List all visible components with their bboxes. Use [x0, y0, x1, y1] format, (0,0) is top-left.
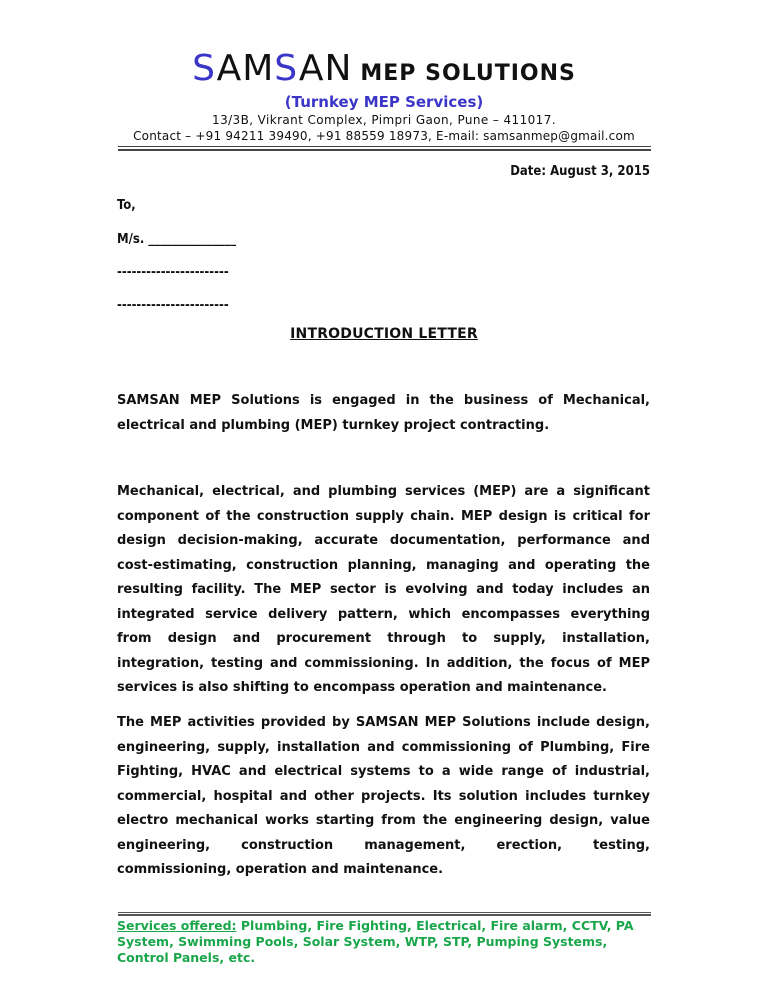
- company-brand: [0, 48, 768, 89]
- company-contact: Contact – +91 94211 39490, +91 88559 18973, E-mail: samsanmep@gmail.com: [133, 129, 635, 143]
- letter-title: INTRODUCTION LETTER: [290, 326, 478, 342]
- body-paragraph: Mechanical, electrical, and plumbing services (MEP) are a significant component of the construction supply chain. MEP design is critical for design decision-making, accurate documentation, performance and cost-estimating, construction planning, managing and operating the resulting facility. The MEP sector is evolving and today includes an integrated service delivery pattern, which encompasses everything from design and procurement through to supply, installation, integration, testing and commissioning. In addition, the focus of MEP services is also shifting to encompass operation and maintenance.: [117, 484, 650, 695]
- address-blank-line: -----------------------: [117, 265, 229, 280]
- letter-date: Date: August 3, 2015: [510, 164, 650, 179]
- tagline: (Turnkey MEP Services): [284, 93, 484, 111]
- body-paragraph: SAMSAN MEP Solutions is engaged in the business of Mechanical, electrical and plumbing (MEP) turnkey project contracting.: [117, 393, 650, 433]
- brand-name: SAMSAN: [192, 48, 353, 89]
- salutation: To,: [117, 198, 136, 213]
- header-divider-thick: [118, 149, 651, 151]
- brand-suffix: MEP SOLUTIONS: [360, 61, 576, 86]
- recipient-line: M/s. _______________: [117, 232, 237, 247]
- body-paragraph: The MEP activities provided by SAMSAN MEP Solutions include design, engineering, supply, installation and commissioning of Plumbing, Fire Fighting, HVAC and electrical systems to a wide range of industrial, commercial, hospital and other projects. Its solution includes turnkey electro mechanical works starting from the engineering design, value engineering, construction management, erection, testing, commissioning, operation and maintenance.: [117, 715, 650, 877]
- header-divider: [118, 146, 651, 147]
- address-blank-line: -----------------------: [117, 298, 229, 313]
- footer-divider: [118, 912, 651, 913]
- footer-divider-thick: [118, 914, 651, 916]
- company-address: 13/3B, Vikrant Complex, Pimpri Gaon, Pune – 411017.: [212, 113, 556, 127]
- services-label: Services offered:: [117, 918, 237, 933]
- services-offered: [117, 918, 657, 966]
- services-list: Plumbing, Fire Fighting, Electrical, Fire alarm, CCTV, PA System, Swimming Pools, Solar System, WTP, STP, Pumping Systems, Control Panels, etc.: [117, 918, 634, 965]
